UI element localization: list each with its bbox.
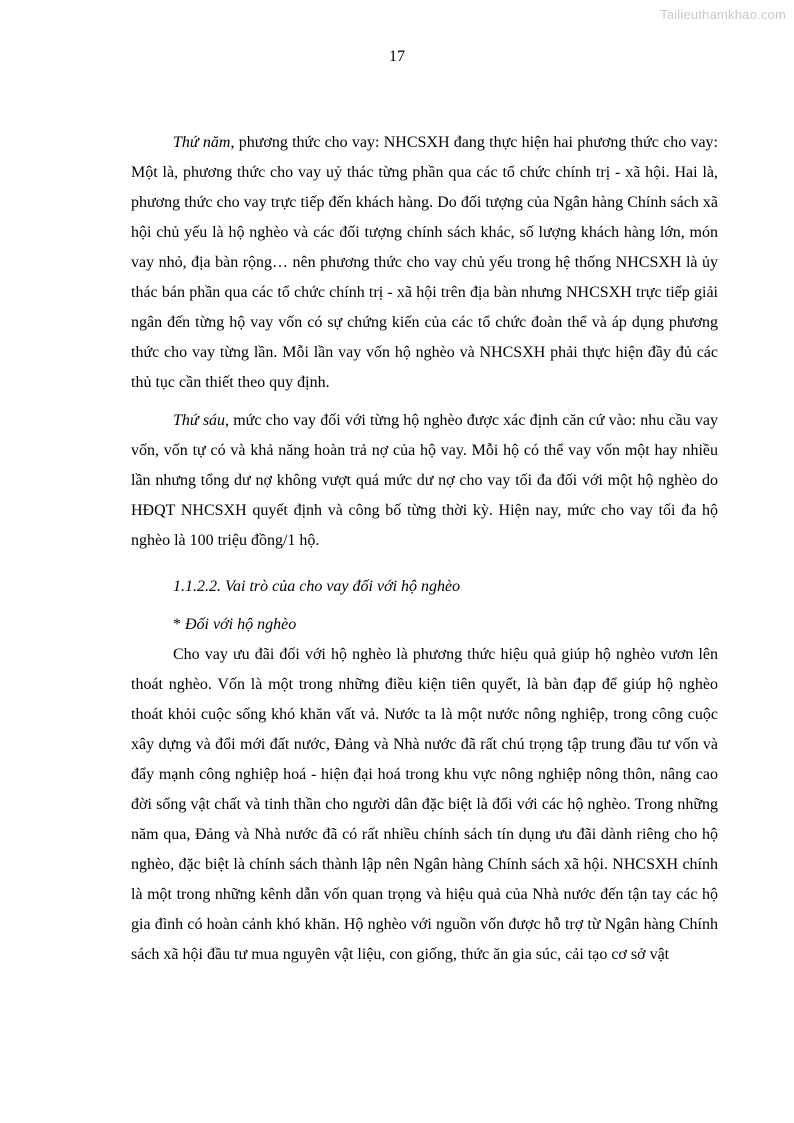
paragraph-thu-sau: [131, 406, 718, 556]
watermark: Tailieuthamkhao.com: [660, 7, 786, 22]
paragraph-intro: Thứ năm: [173, 134, 231, 151]
subsection-heading: [131, 610, 718, 640]
paragraph-thu-nam: [131, 128, 718, 398]
bullet-marker: *: [173, 616, 185, 633]
document-body: [131, 128, 718, 978]
paragraph-intro: Thứ sáu: [173, 412, 226, 429]
page-number: 17: [389, 48, 405, 65]
section-heading: 1.1.2.2. Vai trò của cho vay đối với hộ nghèo: [173, 578, 461, 595]
paragraph-cho-vay-uu-dai: Cho vay ưu đãi đối với hộ nghèo là phương thức hiệu quả giúp hộ nghèo vươn lên thoát nghèo. Vốn là một trong những điều kiện tiên quyết, là bàn đạp để giúp hộ nghèo thoát khỏi cuộc sống khó khăn vất vả. Nước ta là một nước nông nghiệp, trong công cuộc xây dựng và đổi mới đất nước, Đảng và Nhà nước đã rất chú trọng tập trung đầu tư vốn và đẩy mạnh công nghiệp hoá - hiện đại hoá trong khu vực nông nghiệp nông thôn, nâng cao đời sống vật chất và tinh thần cho người dân đặc biệt là đối với các hộ nghèo. Trong những năm qua, Đảng và Nhà nước đã có rất nhiều chính sách tín dụng ưu đãi dành riêng cho hộ nghèo, đặc biệt là chính sách thành lập nên Ngân hàng Chính sách xã hội. NHCSXH chính là một trong những kênh dẫn vốn quan trọng và hiệu quả của Nhà nước đến tận tay các hộ gia đình có hoàn cảnh khó khăn. Hộ nghèo với nguồn vốn được hỗ trợ từ Ngân hàng Chính sách xã hội đầu tư mua nguyên vật liệu, con giống, thức ăn gia súc, cải tạo cơ sở vật: [131, 646, 718, 963]
paragraph-text: , mức cho vay đối với từng hộ nghèo được xác định căn cứ vào: nhu cầu vay vốn, vốn tự có và khả năng hoàn trả nợ của hộ vay. Mỗi hộ có thể vay vốn một hay nhiều lần nhưng tổng dư nợ không vượt quá mức dư nợ cho vay tối đa đối với một hộ nghèo do HĐQT NHCSXH quyết định và công bố từng thời kỳ. Hiện nay, mức cho vay tối đa hộ nghèo là 100 triệu đồng/1 hộ.: [131, 412, 718, 549]
subsection-label: Đối với hộ nghèo: [185, 616, 297, 633]
paragraph-text: , phương thức cho vay: NHCSXH đang thực hiện hai phương thức cho vay: Một là, phương thức cho vay uỷ thác từng phần qua các tổ chức chính trị - xã hội. Hai là, phương thức cho vay trực tiếp đến khách hàng. Do đối tượng của Ngân hàng Chính sách xã hội chủ yếu là hộ nghèo và các đối tượng chính sách khác, số lượng khách hàng lớn, món vay nhỏ, địa bàn rộng… nên phương thức cho vay chủ yếu trong hệ thống NHCSXH là ủy thác bán phần qua các tổ chức chính trị - xã hội trên địa bàn nhưng NHCSXH trực tiếp giải ngân đến từng hộ vay vốn có sự chứng kiến của các tổ chức đoàn thể và áp dụng phương thức cho vay từng lần. Mỗi lần vay vốn hộ nghèo và NHCSXH phải thực hiện đầy đủ các thủ tục cần thiết theo quy định.: [131, 134, 718, 391]
